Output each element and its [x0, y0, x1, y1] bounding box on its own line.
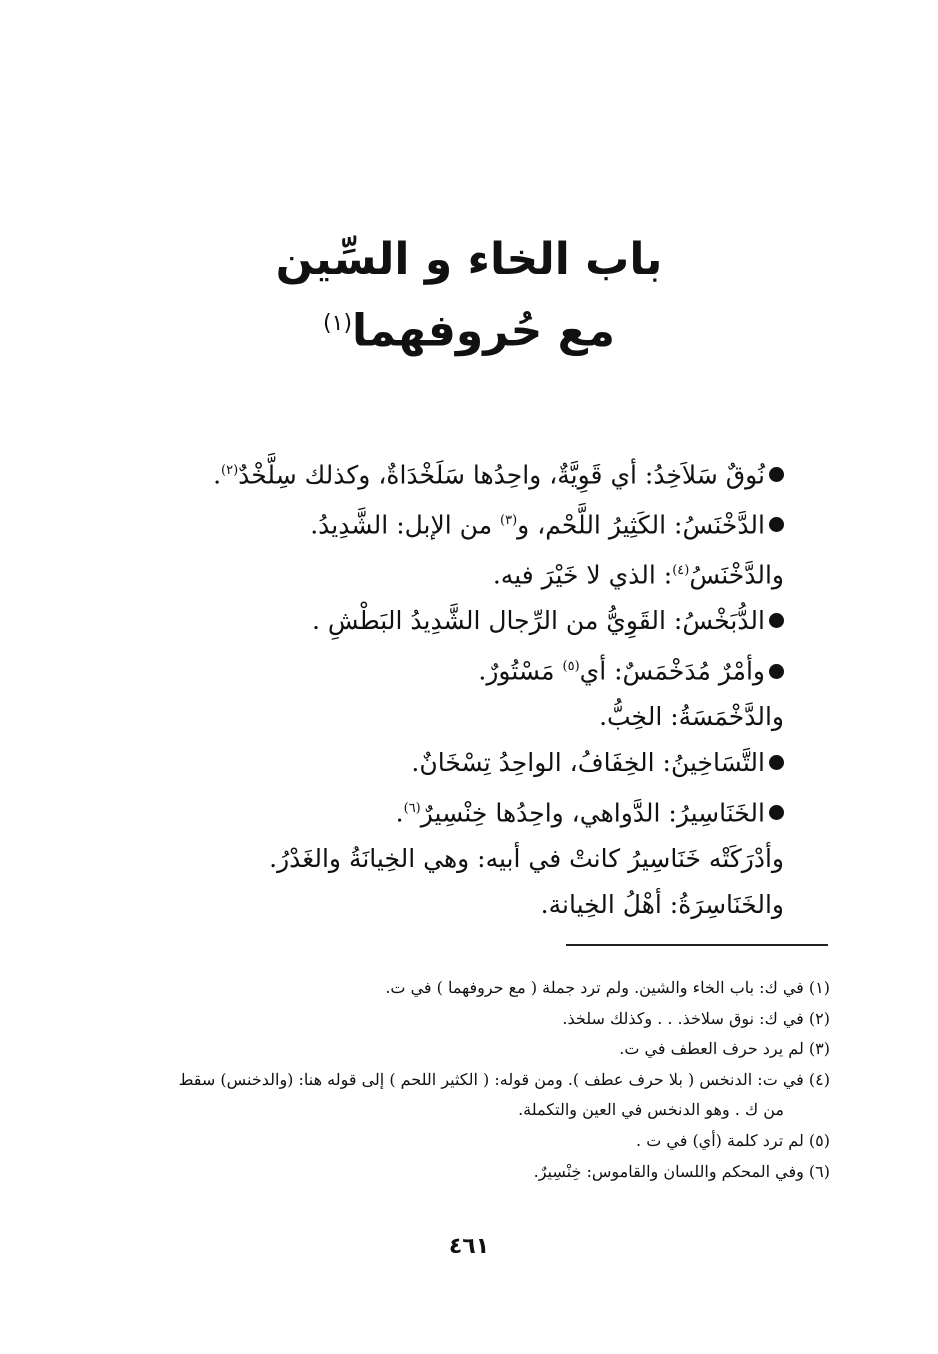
- footnote: (٦) وفي المحكم واللسان والقاموس: خِنْسِيرٌ.: [533, 1161, 830, 1181]
- entry-text: والدَّخْنَسُ: [689, 560, 784, 590]
- entry-tail: .: [395, 798, 404, 828]
- bullet-icon: [769, 755, 784, 770]
- entry: [144, 644, 784, 694]
- footnote: (١) في ك: باب الخاء والشين. ولم ترد جملة ( مع حروفهما ) في ت.: [385, 978, 830, 997]
- bullet-icon: [769, 467, 784, 482]
- bullet-icon: [769, 805, 784, 820]
- entry-text: التَّسَاخِينُ: الخِفَافُ، الواحِدُ تِسْخَانٌ.: [411, 748, 765, 778]
- footnote: (٣) لم يرد حرف العطف في ت.: [619, 1039, 830, 1059]
- entry-tail: .: [213, 460, 222, 490]
- entry-text: والدَّخْمَسَةُ: الخِبُّ.: [599, 702, 784, 732]
- entry-text: وأمْرٌ مُدَخْمَسٌ: أي: [579, 656, 765, 686]
- entry-tail: مَسْتُورٌ.: [478, 656, 563, 686]
- entry-text: نُوقٌ سَلاَخِدُ: أي قَوِيَّةٌ، واحِدُها سَلَخْدَاةٌ، وكذلك سِلَّخْدٌ: [238, 460, 765, 490]
- entry-tail: : الذي لا خَيْرَ فيه.: [492, 560, 673, 590]
- footnote-ref: (٣): [500, 513, 518, 529]
- dictionary-entries: [144, 448, 784, 928]
- entry: [144, 548, 784, 598]
- entry: [144, 448, 784, 498]
- entry-text: الدُّبَخْسُ: القَوِيُّ من الرِّجال الشَّدِيدُ البَطْشِ .: [312, 606, 765, 636]
- chapter-title-text-2: مع حُروفهما: [352, 305, 615, 357]
- entry: [144, 836, 784, 882]
- chapter-title-text-1: باب الخاء و السِّين: [275, 234, 663, 285]
- page-number: ٤٦١: [448, 1234, 490, 1259]
- footnotes: [108, 973, 830, 1187]
- entry-text: وأدْرَكَتْه خَنَاسِيرُ كانتْ في أبيه: وهي الخِيانَةُ والغَدْرُ.: [269, 844, 784, 874]
- bullet-icon: [769, 613, 784, 628]
- entry-text: الدَّخْنَسُ: الكَثِيرُ اللَّحْم، و: [517, 510, 765, 540]
- entry-text: والخَنَاسِرَةُ: أهْلُ الخِيانة.: [540, 889, 784, 919]
- footnote: (٤) في ت: الدنخس ( بلا حرف عطف ). ومن قوله: ( الكثير اللحم ) إلى قوله هنا: (والدخنس) سقط: [178, 1069, 830, 1089]
- chapter-title-line-2: [0, 292, 938, 364]
- footnote-divider: [566, 944, 828, 946]
- chapter-title: [0, 228, 938, 364]
- bullet-icon: [769, 517, 784, 532]
- bullet-icon: [769, 664, 784, 679]
- entry: [144, 882, 784, 928]
- entry: [144, 740, 784, 786]
- footnote: (٢) في ك: نوق سلاخذ. . . وكذلك سلخذ.: [562, 1008, 830, 1028]
- entry: [144, 786, 784, 836]
- entry: [144, 598, 784, 644]
- entry-tail: من الإبل: الشَّدِيدُ.: [310, 510, 501, 540]
- entry: [144, 498, 784, 548]
- entry-text: الخَنَاسِيرُ: الدَّواهي، واحِدُها خِنْسِيرٌ: [420, 798, 765, 828]
- footnote: (٥) لم ترد كلمة (أي) في ت .: [636, 1130, 830, 1150]
- footnote-ref: (٦): [403, 800, 421, 816]
- footnote-ref: (٤): [672, 563, 690, 579]
- footnote-ref: (٢): [221, 463, 239, 478]
- chapter-title-line-1: [0, 228, 938, 292]
- entry: [144, 694, 784, 740]
- footnote-continuation: من ك . وهو الدنخس في العين والتكملة.: [518, 1100, 784, 1120]
- footnote-ref: (٥): [562, 659, 580, 675]
- footnote-ref: (١): [323, 311, 353, 336]
